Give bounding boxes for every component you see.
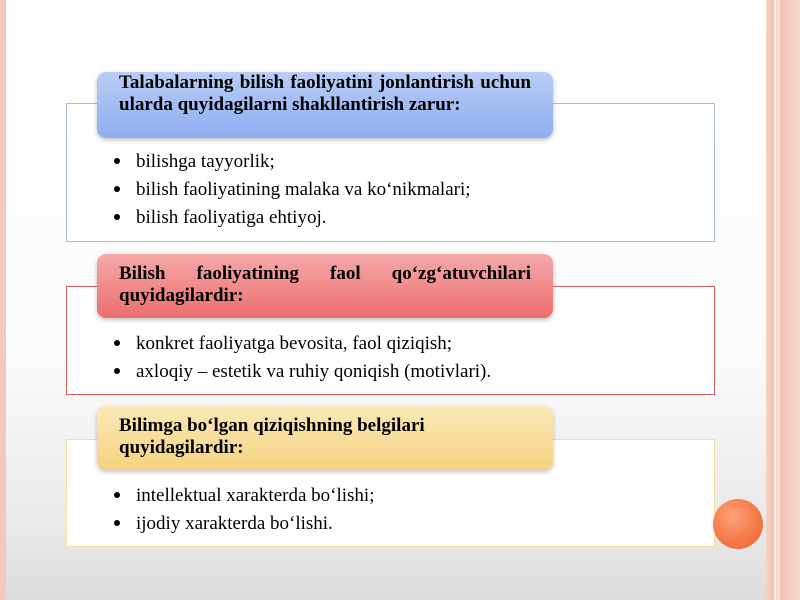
bullet-icon	[114, 492, 120, 498]
bullet-icon	[114, 158, 120, 164]
section-2-heading-text: Bilish faoliyatining faol qo‘zg‘atuvchilari quyidagilardir:	[119, 263, 531, 306]
decorative-circle	[713, 499, 763, 549]
bullet-icon	[114, 520, 120, 526]
section-1-heading	[97, 72, 553, 138]
section-2-heading	[97, 254, 553, 318]
border-stripe	[774, 0, 776, 600]
list-item: axloqiy – estetik va ruhiy qoniqish (motivlari).	[112, 358, 491, 386]
bullet-icon	[114, 214, 120, 220]
list-item: konkret faoliyatga bevosita, faol qiziqish;	[112, 330, 491, 358]
slide-border-left	[0, 0, 6, 600]
section-1-heading-text: Talabalarning bilish faoliyatini jonlantirish uchun ularda quyidagilarni shakllantirish zarur:	[119, 72, 531, 115]
bullet-icon	[114, 368, 120, 374]
section-3-heading-text: Bilimga bo‘lgan qiziqishning belgilari quyidagilardir:	[119, 415, 425, 458]
section-1-list	[112, 148, 471, 232]
list-item: bilishga tayyorlik;	[112, 148, 471, 176]
section-3-list	[112, 482, 374, 538]
section-3-heading	[97, 406, 553, 470]
slide-border-right	[766, 0, 800, 600]
bullet-icon	[114, 340, 120, 346]
bullet-icon	[114, 186, 120, 192]
section-2-list	[112, 330, 491, 386]
list-item: ijodiy xarakterda bo‘lishi.	[112, 510, 374, 538]
list-item: intellektual xarakterda bo‘lishi;	[112, 482, 374, 510]
list-item: bilish faoliyatiga ehtiyoj.	[112, 204, 471, 232]
list-item: bilish faoliyatining malaka va ko‘nikmalari;	[112, 176, 471, 204]
